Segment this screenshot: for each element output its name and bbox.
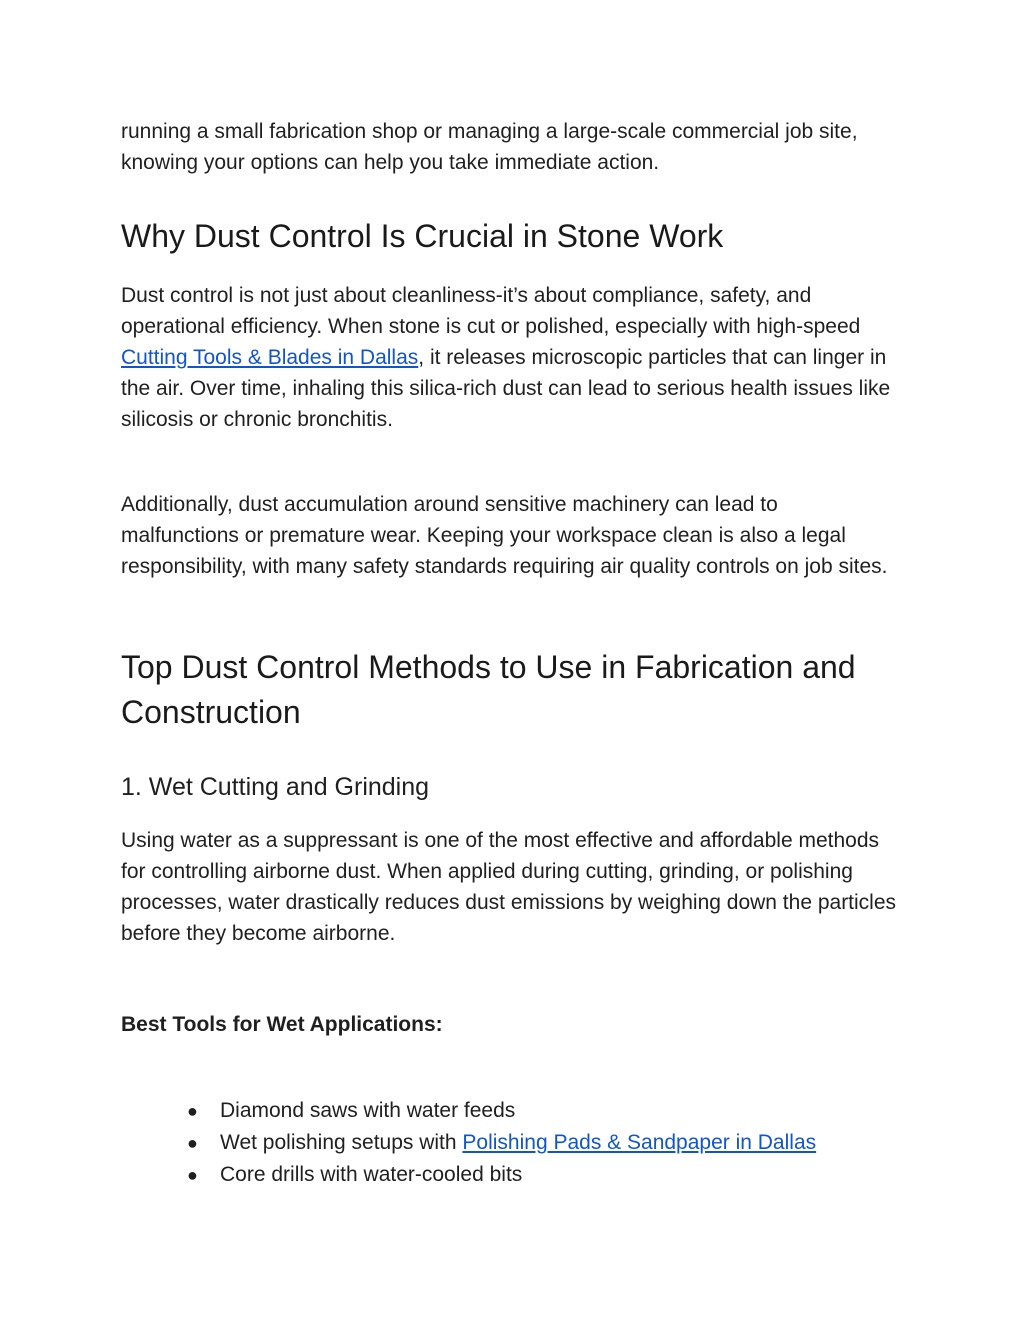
subheading-wet-cutting: 1. Wet Cutting and Grinding: [121, 773, 430, 801]
heading-top-methods: Top Dust Control Methods to Use in Fabrication and Construction: [121, 649, 856, 730]
polishing-pads-link[interactable]: Polishing Pads & Sandpaper in Dallas: [462, 1131, 817, 1154]
wet-cutting-paragraph: Using water as a suppressant is one of the most effective and affordable methods for controlling airborne dust. When applied during cutting, grinding, or polishing processes, water drastically reduces dust emissions by weighing down the particles before they become airborne.: [121, 829, 897, 945]
list-item-text: Wet polishing setups with: [220, 1131, 463, 1154]
wet-tools-list: [187, 1095, 816, 1191]
cutting-tools-link[interactable]: Cutting Tools & Blades in Dallas: [121, 346, 419, 369]
bullet-icon: ●: [187, 1101, 198, 1121]
list-item: [187, 1127, 816, 1159]
list-item-text: Diamond saws with water feeds: [220, 1099, 516, 1122]
intro-paragraph: running a small fabrication shop or managing a large-scale commercial job site, knowing your options can help you take immediate action.: [121, 120, 858, 174]
best-tools-label: Best Tools for Wet Applications:: [121, 1013, 443, 1036]
why-paragraph-1: [121, 280, 901, 435]
bullet-icon: ●: [187, 1133, 198, 1153]
heading-why-dust-control: Why Dust Control Is Crucial in Stone Work: [121, 218, 724, 254]
bullet-icon: ●: [187, 1165, 198, 1185]
why-paragraph-1-text-b: , it releases microscopic particles that can linger in the air. Over time, inhaling this silica-rich dust can lead to serious health issues like silicosis or chronic bronchitis.: [121, 346, 891, 431]
why-paragraph-2: Additionally, dust accumulation around sensitive machinery can lead to malfunctions or premature wear. Keeping your workspace clean is also a legal responsibility, with many safety standards requiring air quality controls on job sites.: [121, 493, 888, 578]
list-item-text: Core drills with water-cooled bits: [220, 1163, 523, 1186]
list-item: [187, 1095, 816, 1127]
why-paragraph-1-text-a: Dust control is not just about cleanliness-it’s about compliance, safety, and operational efficiency. When stone is cut or polished, especially with high-speed: [121, 284, 861, 338]
list-item: [187, 1159, 816, 1191]
